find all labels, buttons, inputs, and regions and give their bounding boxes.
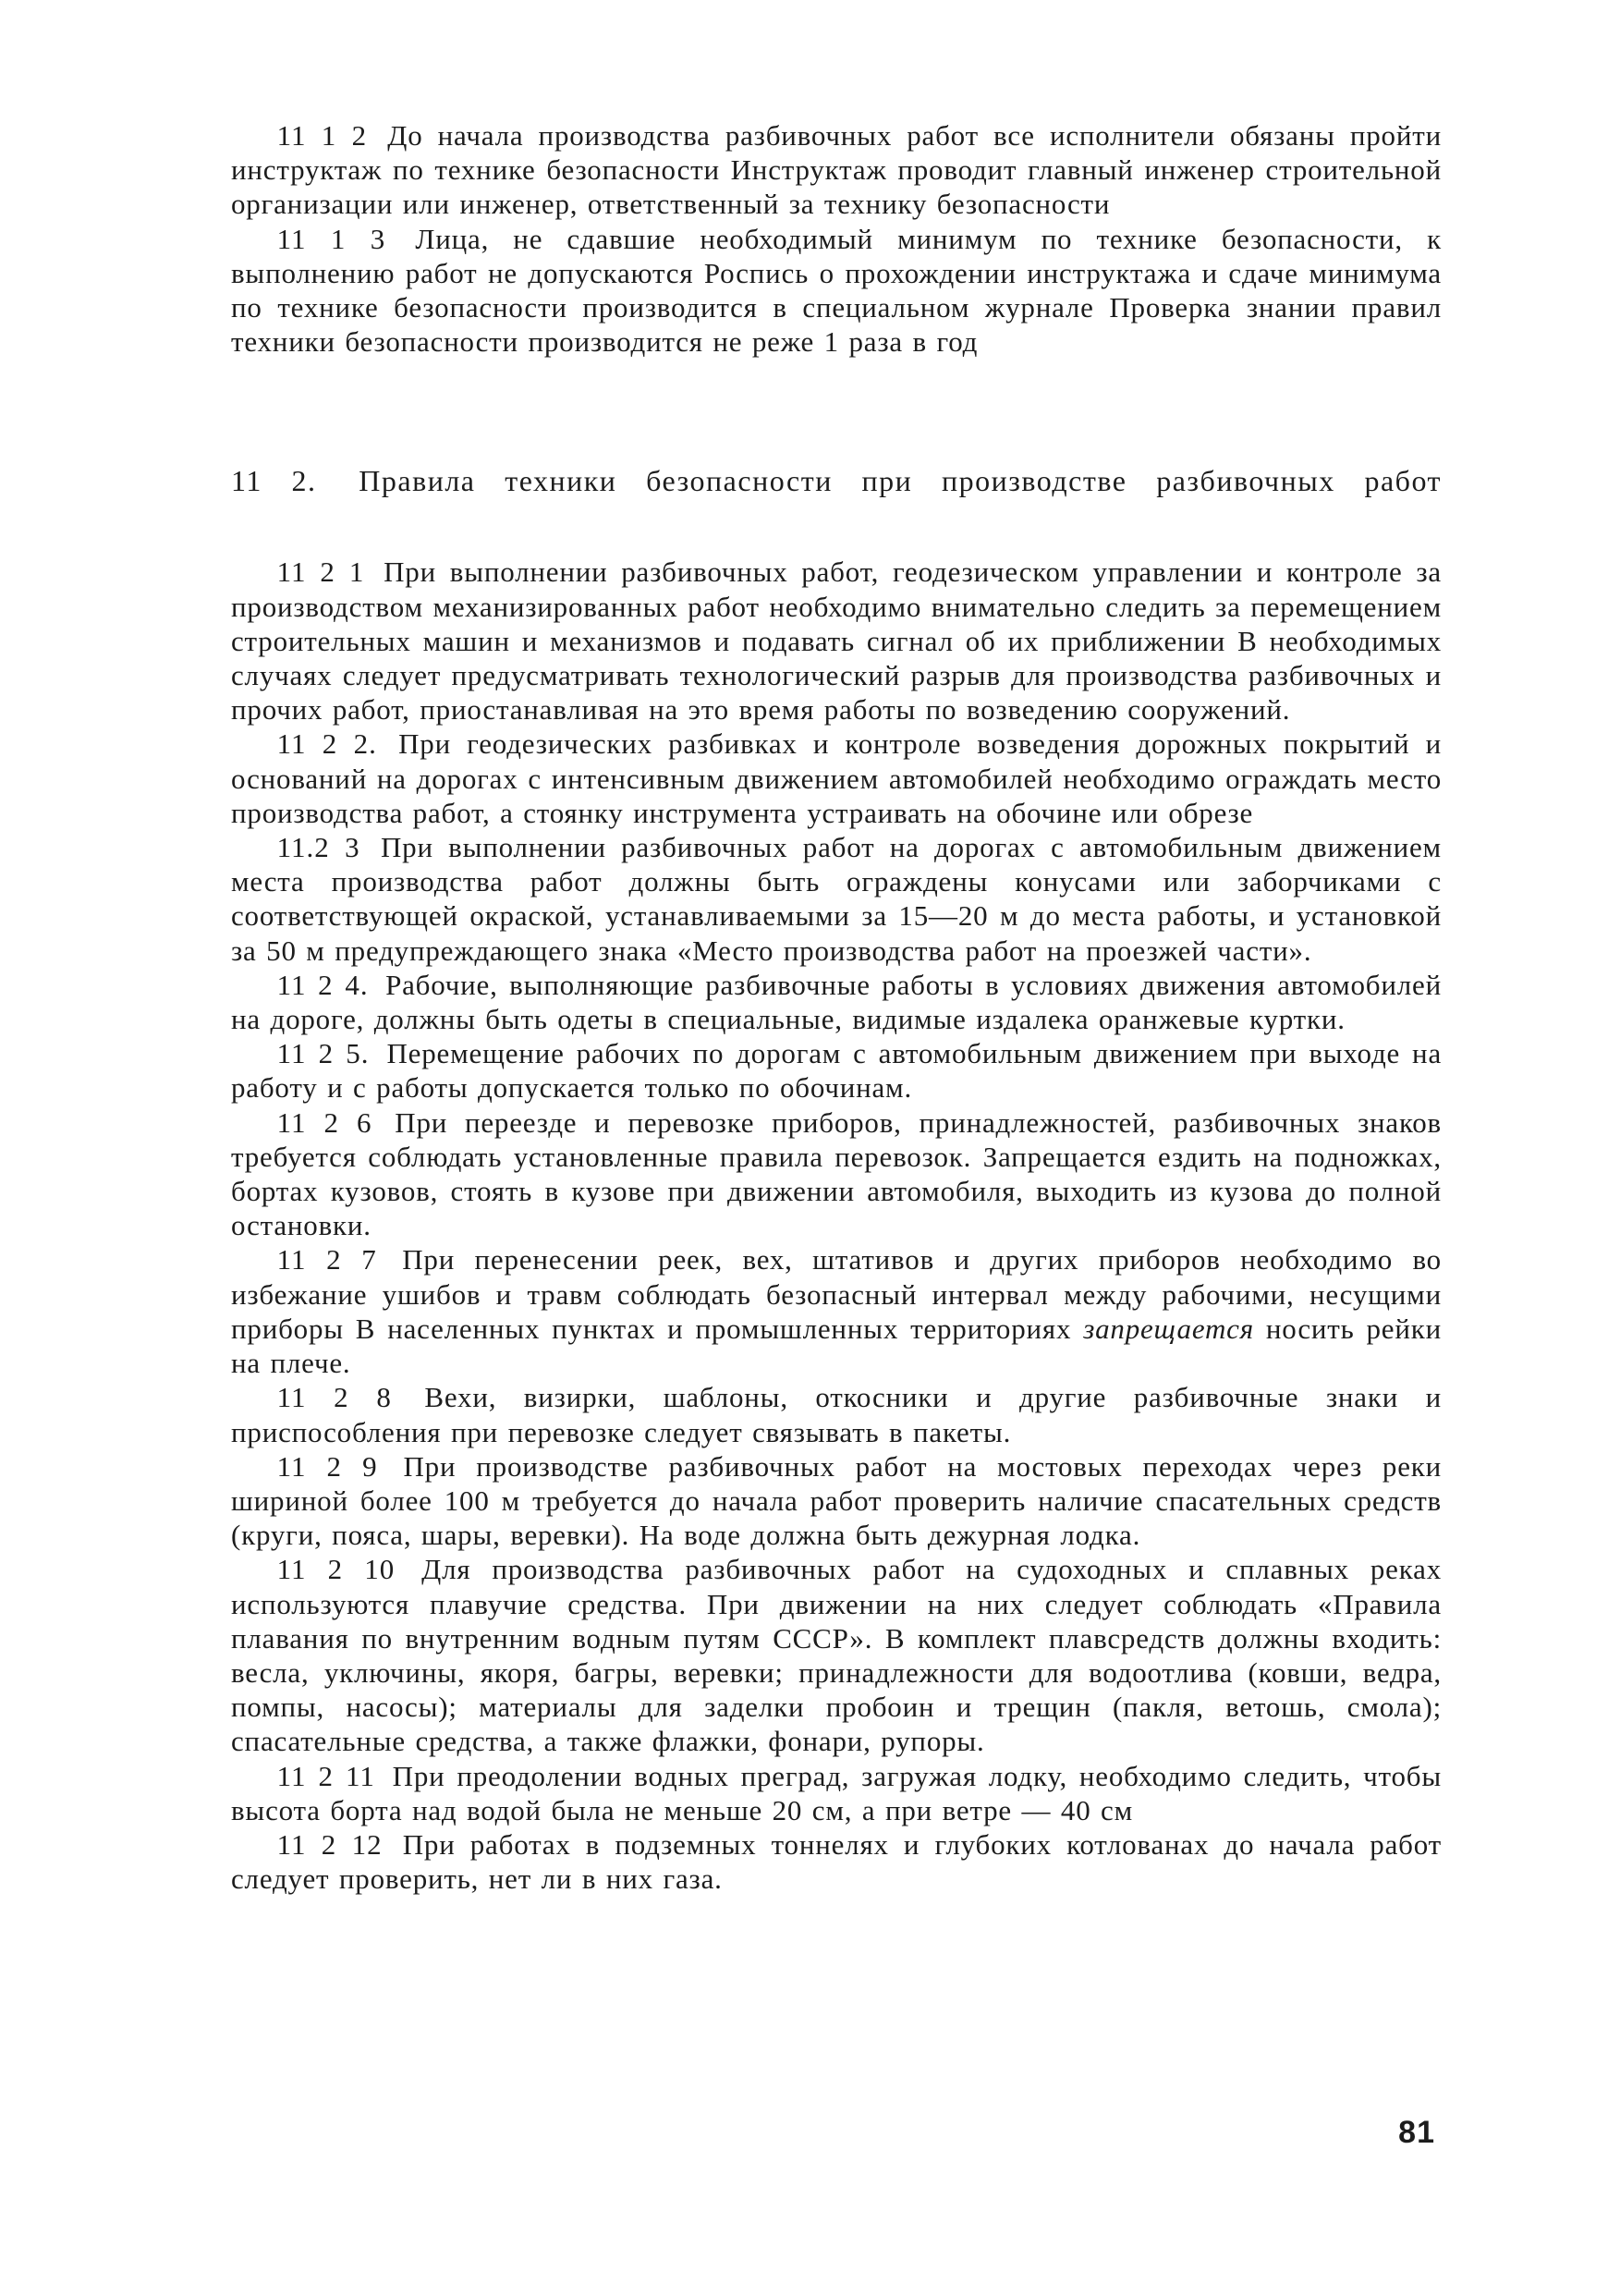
paragraph-11-2-5	[231, 1036, 1442, 1105]
paragraph-text-continued: носить рейки на плече.	[231, 1312, 1442, 1380]
paragraph-11-2-1	[231, 555, 1442, 727]
paragraph-11-2-2	[231, 727, 1442, 830]
document-page	[231, 118, 1442, 1896]
paragraph-text: Вехи, визирки, шаблоны, откосники и другие разбивочные знаки и приспособления при перевозке следует связывать в пакеты.	[231, 1381, 1442, 1448]
paragraph-11-2-10	[231, 1552, 1442, 1758]
paragraph-text: Рабочие, выполняющие разбивочные работы в условиях движения автомобилей на дороге, должны быть одеты в специальные, видимые издалека оранжевые куртки.	[231, 968, 1442, 1036]
paragraph-11-2-9	[231, 1449, 1442, 1553]
paragraph-text: Перемещение рабочих по дорогам с автомобильным движением при выходе на работу и с работы допускается только по обочинам.	[231, 1037, 1442, 1105]
paragraph-number: 11 2 6	[276, 1105, 372, 1139]
section-number: 11 2.	[231, 464, 317, 498]
paragraph-number: 11 2 7	[276, 1243, 377, 1276]
paragraph-number: 11 2 2.	[276, 727, 377, 761]
paragraph-11-2-3	[231, 830, 1442, 968]
paragraph-11-1-2	[231, 118, 1442, 222]
paragraph-number: 11 2 5.	[276, 1037, 370, 1070]
paragraph-11-1-3	[231, 222, 1442, 360]
paragraph-11-2-4	[231, 968, 1442, 1036]
paragraph-text: При выполнении разбивочных работ на дорогах с автомобильным движением места производства работ должны быть ограждены конусами или заборчиками с соответствующей окраской, устанавливаемыми за 15—20 м до места работы, и установкой за 50 м предупреждающего знака «Место производства работ на проезжей части».	[231, 831, 1442, 967]
paragraph-text: При работах в подземных тоннелях и глубоких котлованах до начала работ следует проверить, нет ли в них газа.	[231, 1827, 1442, 1896]
paragraph-number: 11 2 9	[276, 1449, 378, 1483]
paragraph-number: 11 1 2	[276, 119, 368, 152]
paragraph-11-2-8	[231, 1380, 1442, 1448]
paragraph-text: При выполнении разбивочных работ, геодезическом управлении и контроле за производством механизированных работ необходимо внимательно следить за перемещением строительных машин и механизмов и подавать сигнал об их приближении В необходимых случаях следует предусматривать технологический разрыв для производства разбивочных и прочих работ, приостанавливая на это время работы по возведению сооружений.	[231, 556, 1442, 727]
paragraph-number: 11 2 4.	[276, 968, 369, 1001]
emphasis-text: запрещается	[1083, 1312, 1254, 1345]
paragraph-text: До начала производства разбивочных работ все исполнители обязаны пройти инструктаж по технике безопасности Инструктаж проводит главный инженер строительной организации или инженер, ответственный за технику безопасности	[231, 119, 1442, 221]
paragraph-number: 11 2 1	[276, 556, 365, 589]
paragraph-11-2-11	[231, 1759, 1442, 1827]
paragraph-text: При преодолении водных преград, загружая лодку, необходимо следить, чтобы высота борта над водой была не меньше 20 см, а при ветре — 40 см	[231, 1759, 1442, 1826]
paragraph-11-2-6	[231, 1105, 1442, 1243]
paragraph-text: При перенесении реек, вех, штативов и других приборов необходимо во избежание ушибов и травм соблюдать безопасный интервал между рабочими, несущими приборы В населенных пунктах и промышленных территориях	[231, 1243, 1442, 1345]
paragraph-text: Лица, не сдавшие необходимый минимум по технике безопасности, к выполнению работ не допускаются Роспись о прохождении инструктажа и сдаче минимума по технике безопасности производится в специальном журнале Проверка знании правил техники безопасности производится не реже 1 раза в год	[231, 222, 1442, 359]
paragraph-text: При переезде и перевозке приборов, принадлежностей, разбивочных знаков требуется соблюдать установленные правила перевозок. Запрещается ездить на подножках, бортах кузовов, стоять в кузове при движении автомобиля, выходить из кузова до полной остановки.	[231, 1105, 1442, 1242]
paragraph-number: 11 1 3	[276, 222, 386, 255]
page-number: 81	[1398, 2115, 1435, 2150]
paragraph-number: 11 2 10	[276, 1553, 396, 1586]
paragraph-11-2-12	[231, 1827, 1442, 1896]
paragraph-11-2-7	[231, 1242, 1442, 1380]
paragraph-number: 11 2 12	[276, 1827, 383, 1861]
section-heading	[231, 462, 1442, 499]
section-title: Правила техники безопасности при производстве разбивочных работ	[359, 464, 1443, 498]
paragraph-text: При производстве разбивочных работ на мостовых переходах через реки шириной более 100 м требуется до начала работ проверить наличие спасательных средств (круги, пояса, шары, веревки). На воде должна быть дежурная лодка.	[231, 1449, 1443, 1552]
paragraph-number: 11 2 11	[276, 1759, 375, 1792]
paragraph-number: 11.2 3	[276, 831, 360, 864]
paragraph-number: 11 2 8	[276, 1381, 392, 1414]
paragraph-text: Для производства разбивочных работ на судоходных и сплавных реках используются плавучие средства. При движении на них следует соблюдать «Правила плавания по внутренним водным путям СССР». В комплект плавсредств должны входить: весла, уключины, якоря, багры, веревки; принадлежности для водоотлива (ковши, ведра, помпы, насосы); материалы для заделки пробоин и трещин (пакля, ветошь, смола); спасательные средства, а также флажки, фонари, рупоры.	[231, 1553, 1442, 1758]
paragraph-text: При геодезических разбивках и контроле возведения дорожных покрытий и оснований на дорогах с интенсивным движением автомобилей необходимо ограждать место производства работ, а стоянку инструмента устраивать на обочине или обрезе	[231, 727, 1442, 829]
